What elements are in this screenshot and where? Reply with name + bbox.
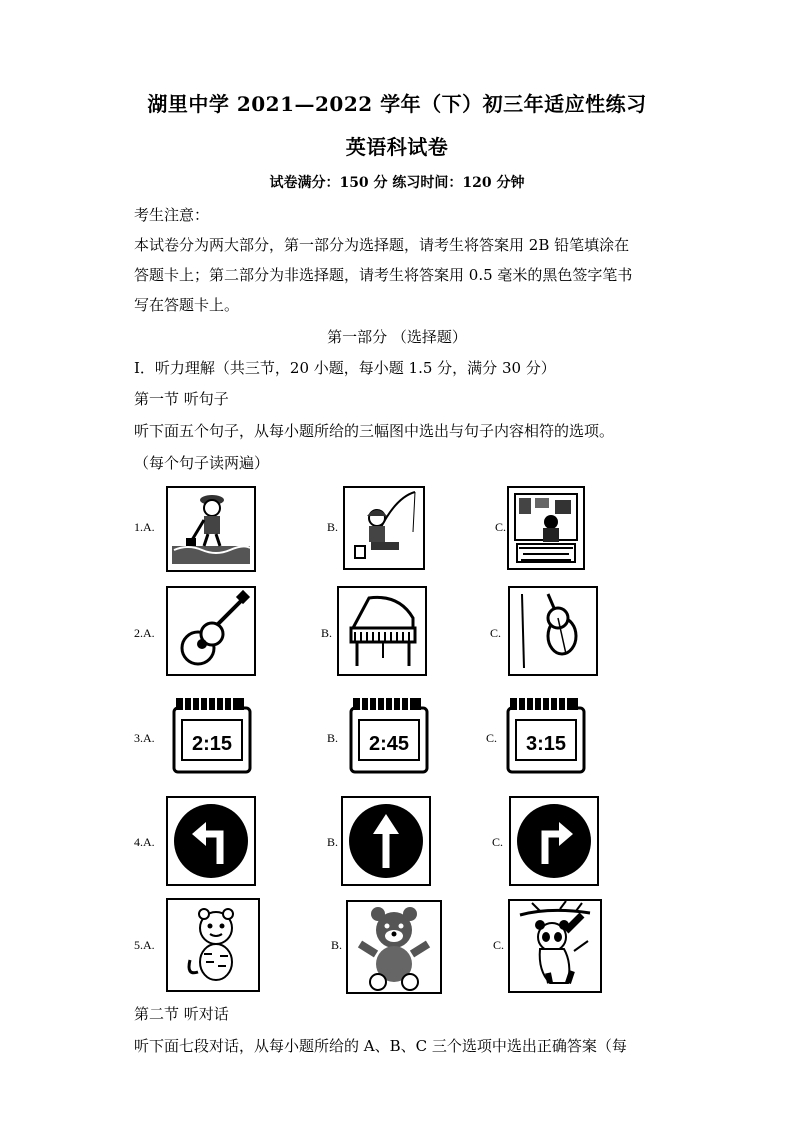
picture-option [166,796,256,886]
turn-left-sign-icon [168,798,254,884]
clock-time: 2:15 [191,733,233,755]
picture-option [346,900,442,994]
bear-icon [348,902,440,992]
exam-meta: 试卷满分：150 分 练习时间：120 分钟 [269,175,525,191]
notice-line: 本试卷分为两大部分，第一部分为选择题，请考生将答案用 2B 铅笔填涂在 [134,236,630,254]
notice-line: 答题卡上；第二部分为非选择题，请考生将答案用 0.5 毫米的黑色签字笔书 [134,266,633,284]
option-label: 2.A. [134,626,155,640]
clock-time: 3:15 [525,733,567,755]
picture-option [509,796,599,886]
part1-heading: 第一部分 （选择题） [327,328,467,346]
option-label: B. [321,626,333,640]
option-label: B. [327,731,339,745]
subject-title: 英语科试卷 [345,135,449,159]
subsection1-instruction: 听下面五个句子，从每小题所给的三幅图中选出与句子内容相符的选项。 [134,422,615,440]
picture-option [508,899,602,993]
piano-icon [339,588,425,674]
subsection2-instruction: 听下面七段对话，从每小题所给的 A、B、C 三个选项中选出正确答案（每 [134,1037,627,1055]
option-label: B. [327,835,339,849]
picture-option [166,586,256,676]
picture-option [507,486,585,570]
page-title: 湖里中学 2021—2022 学年（下）初三年适应性练习 [147,92,647,116]
turn-right-sign-icon [511,798,597,884]
picture-option [500,690,590,780]
option-label: B. [327,520,339,534]
clock-time: 2:45 [368,733,410,755]
picture-option [508,586,598,676]
clock-icon [500,690,590,780]
tiger-icon [168,900,258,990]
picture-option [343,486,425,570]
option-label: B. [331,938,343,952]
gardening-kid-icon [168,488,254,570]
picture-option [337,586,427,676]
section-heading: Ⅰ．听力理解（共三节，20 小题，每小题 1.5 分，满分 30 分） [134,359,556,377]
clock-icon [343,690,433,780]
clock-icon [166,690,256,780]
option-label: 3.A. [134,731,155,745]
guitar-icon [168,588,254,674]
violin-icon [510,588,596,674]
notice-heading: 考生注意： [134,206,210,224]
option-label: C. [486,731,498,745]
picture-option [166,690,256,780]
option-label: 4.A. [134,835,155,849]
notice-line: 写在答题卡上。 [134,296,240,314]
subsection2-heading: 第二节 听对话 [134,1005,229,1023]
option-label: C. [495,520,507,534]
subsection1-heading: 第一节 听句子 [134,390,229,408]
picture-option [343,690,433,780]
fishing-kid-icon [345,488,423,568]
picture-option [341,796,431,886]
go-straight-sign-icon [343,798,429,884]
option-label: C. [493,938,505,952]
subsection1-note: （每个句子读两遍） [134,454,270,472]
option-label: C. [492,835,504,849]
option-label: 1.A. [134,520,155,534]
picture-option [166,486,256,572]
drawing-kid-icon [509,488,583,568]
panda-icon [510,901,600,991]
option-label: C. [490,626,502,640]
option-label: 5.A. [134,938,155,952]
picture-option [166,898,260,992]
